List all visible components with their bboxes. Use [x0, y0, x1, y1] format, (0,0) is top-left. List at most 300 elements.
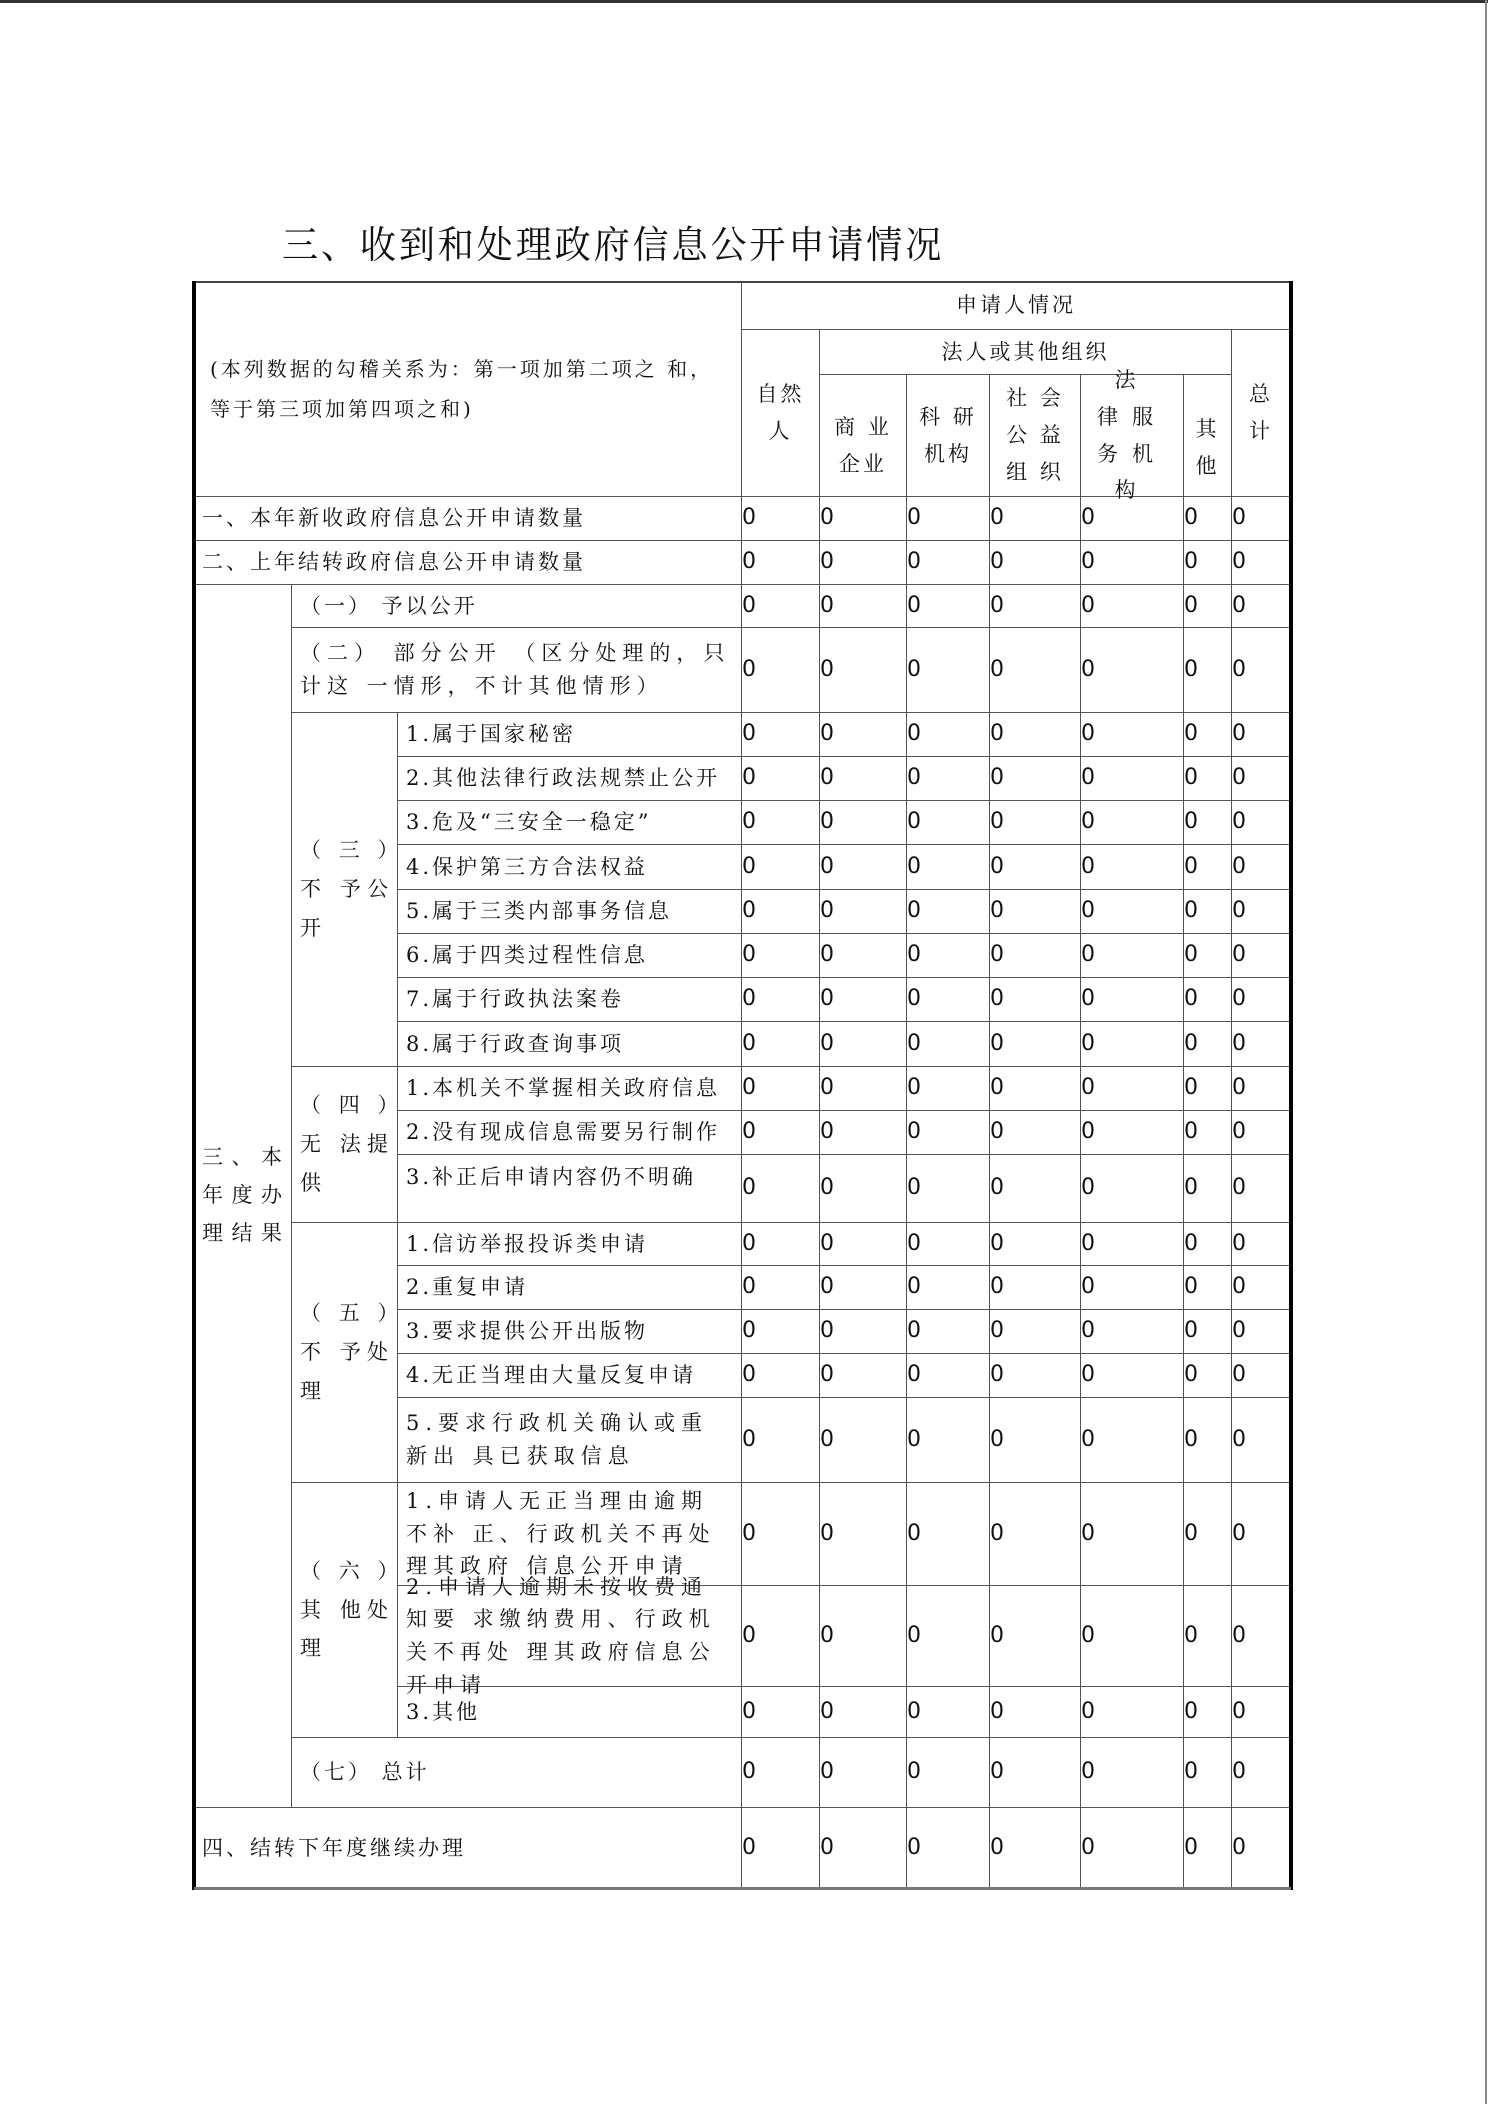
row-value	[990, 757, 1081, 801]
row-value	[820, 497, 907, 541]
row-value	[742, 585, 820, 628]
row-value-text: 0	[820, 898, 834, 924]
row-value	[990, 1586, 1081, 1687]
row-value-text: 0	[1081, 1426, 1095, 1452]
row-label	[398, 845, 742, 890]
row-value-text: 0	[907, 1175, 921, 1201]
row-value	[1232, 845, 1291, 890]
row-value-text: 0	[820, 1119, 834, 1145]
row-value-text: 0	[1081, 1274, 1095, 1300]
row-label-text: 2.其他法律行政法规禁止公开	[406, 766, 721, 791]
row-value	[1232, 801, 1291, 845]
header-note	[194, 281, 742, 497]
row-value	[1232, 978, 1291, 1022]
row-value-text: 0	[742, 1075, 756, 1101]
row-value	[1184, 713, 1232, 757]
row-label-text: 2.申请人逾期未按收费通知要 求缴纳费用、行政机关不再处 理其政府信息公开申请	[406, 1574, 716, 1697]
row-value	[1232, 1111, 1291, 1155]
row-value	[907, 1483, 990, 1586]
row-value	[907, 713, 990, 757]
row-label	[292, 1738, 742, 1808]
row-value-text: 0	[990, 1426, 1004, 1452]
header-col-commercial-enterprise	[820, 375, 907, 497]
row-value-text: 0	[820, 1030, 834, 1056]
row-value-text: 0	[820, 809, 834, 835]
row-value	[742, 801, 820, 845]
row-value	[1184, 1266, 1232, 1310]
row-value	[820, 1808, 907, 1889]
row-value-text: 0	[907, 1426, 921, 1452]
row-value	[1184, 934, 1232, 978]
row-value-text: 0	[1081, 898, 1095, 924]
row-value-text: 0	[990, 853, 1004, 879]
row-value	[1081, 890, 1184, 934]
row-value	[742, 541, 820, 585]
row-value-text: 0	[907, 505, 921, 531]
row-value	[907, 541, 990, 585]
row-label-text: 3.其他	[406, 1699, 481, 1724]
row-value-text: 0	[1184, 1119, 1198, 1145]
row-value	[1081, 1067, 1184, 1111]
header-applicant-situation-text: 申请人情况	[956, 292, 1076, 317]
row-value	[990, 978, 1081, 1022]
row-value-text: 0	[1081, 1030, 1095, 1056]
row-value	[742, 1155, 820, 1223]
row-value-text: 0	[907, 853, 921, 879]
row-value-text: 0	[1184, 1030, 1198, 1056]
row-value-text: 0	[742, 1274, 756, 1300]
row-value-text: 0	[1232, 853, 1246, 879]
row-value-text: 0	[1232, 592, 1246, 618]
row-value	[1232, 1483, 1291, 1586]
row-value-text: 0	[1081, 809, 1095, 835]
row-value	[1184, 1067, 1232, 1111]
row-value-text: 0	[742, 505, 756, 531]
section-label-annual-results-text: 三、本年度办理结果	[202, 1145, 285, 1245]
row-value	[907, 934, 990, 978]
row-value	[990, 1111, 1081, 1155]
row-value	[1232, 585, 1291, 628]
row-value	[990, 1738, 1081, 1808]
row-label-text: （二） 部分公开 （区分处理的，只计这 一情形，不计其他情形）	[300, 641, 731, 698]
row-value	[990, 713, 1081, 757]
row-value-text: 0	[820, 986, 834, 1012]
row-value	[742, 1586, 820, 1687]
row-value	[1184, 845, 1232, 890]
row-value-text: 0	[742, 1175, 756, 1201]
row-value	[907, 1398, 990, 1483]
group-label-not-disclosed	[292, 713, 398, 1067]
row-value-text: 0	[1184, 1274, 1198, 1300]
row-value	[742, 497, 820, 541]
row-value-text: 0	[742, 656, 756, 682]
row-value	[1081, 1111, 1184, 1155]
row-value-text: 0	[1081, 1520, 1095, 1546]
row-value	[820, 628, 907, 713]
row-value-text: 0	[1081, 721, 1095, 747]
row-value	[907, 1808, 990, 1889]
row-value-text: 0	[907, 1318, 921, 1344]
row-value-text: 0	[742, 1520, 756, 1546]
row-value	[742, 845, 820, 890]
row-value	[1081, 1483, 1184, 1586]
row-value	[1184, 1586, 1232, 1687]
row-label	[398, 934, 742, 978]
row-value	[1081, 713, 1184, 757]
row-value-text: 0	[1081, 505, 1095, 531]
row-value	[1081, 1738, 1184, 1808]
row-value	[1232, 757, 1291, 801]
row-value-text: 0	[1184, 549, 1198, 575]
group-label-not-processed	[292, 1223, 398, 1483]
row-label-text: 8.属于行政查询事项	[406, 1031, 625, 1056]
row-value	[1184, 890, 1232, 934]
row-value	[907, 1022, 990, 1067]
row-value-text: 0	[820, 853, 834, 879]
table-right-border	[1289, 281, 1293, 1890]
row-value	[907, 1354, 990, 1398]
row-value-text: 0	[907, 942, 921, 968]
row-value	[907, 1687, 990, 1738]
row-value-text: 0	[990, 549, 1004, 575]
row-value	[820, 585, 907, 628]
row-label-text: 5.属于三类内部事务信息	[406, 899, 673, 924]
row-value-text: 0	[1232, 1030, 1246, 1056]
row-value-text: 0	[820, 592, 834, 618]
header-applicant-situation	[742, 281, 1291, 330]
row-value-text: 0	[742, 549, 756, 575]
row-value-text: 0	[1081, 1698, 1095, 1724]
row-value-text: 0	[1232, 1426, 1246, 1452]
row-label-text: 一、本年新收政府信息公开申请数量	[202, 506, 586, 531]
row-value	[990, 1808, 1081, 1889]
group-label-other-processing-text: （ 六 ）其 他处理	[300, 1558, 391, 1661]
row-value	[1232, 628, 1291, 713]
row-label	[398, 757, 742, 801]
row-value	[907, 1111, 990, 1155]
row-value-text: 0	[1184, 942, 1198, 968]
row-value-text: 0	[1184, 853, 1198, 879]
row-label-text: 3.危及“三安全一稳定”	[406, 810, 652, 835]
row-value	[820, 1111, 907, 1155]
row-value-text: 0	[990, 1175, 1004, 1201]
row-value	[1081, 845, 1184, 890]
row-value-text: 0	[742, 809, 756, 835]
header-col-legal-service-org	[1081, 368, 1184, 503]
group-label-not-disclosed-text: （ 三 ）不 予公开	[300, 838, 391, 940]
row-value	[1232, 1022, 1291, 1067]
row-value	[1081, 541, 1184, 585]
row-value	[990, 1155, 1081, 1223]
row-value-text: 0	[990, 1030, 1004, 1056]
row-value	[820, 757, 907, 801]
row-value-text: 0	[990, 1119, 1004, 1145]
table-left-border	[192, 281, 196, 1890]
row-value	[1081, 978, 1184, 1022]
row-value-text: 0	[1081, 942, 1095, 968]
row-value	[742, 890, 820, 934]
row-value-text: 0	[1081, 1318, 1095, 1344]
row-value	[1081, 801, 1184, 845]
row-value	[990, 801, 1081, 845]
row-value-text: 0	[1232, 549, 1246, 575]
row-value-text: 0	[990, 1622, 1004, 1648]
row-value-text: 0	[1184, 986, 1198, 1012]
header-col-social-welfare-org	[990, 375, 1081, 497]
row-value	[820, 1398, 907, 1483]
header-col-commercial-enterprise-text: 商 业企业	[834, 414, 892, 476]
row-value-text: 0	[1081, 549, 1095, 575]
row-value-text: 0	[1081, 1759, 1095, 1785]
row-value	[1081, 1022, 1184, 1067]
row-value-text: 0	[907, 1075, 921, 1101]
row-value	[907, 757, 990, 801]
row-value	[742, 1067, 820, 1111]
row-value	[1184, 1398, 1232, 1483]
row-value-text: 0	[1184, 1175, 1198, 1201]
row-value	[1184, 628, 1232, 713]
row-value-text: 0	[742, 1362, 756, 1388]
row-value-text: 0	[990, 765, 1004, 791]
row-value	[742, 1223, 820, 1266]
row-value	[1232, 1223, 1291, 1266]
group-label-other-processing	[292, 1483, 398, 1738]
row-value-text: 0	[1081, 656, 1095, 682]
row-value-text: 0	[820, 1834, 834, 1860]
row-label	[194, 497, 742, 541]
row-value	[1081, 1808, 1184, 1889]
row-value-text: 0	[990, 1230, 1004, 1256]
row-value-text: 0	[1232, 1318, 1246, 1344]
row-value-text: 0	[1184, 1230, 1198, 1256]
row-value-text: 0	[1232, 898, 1246, 924]
row-label-text: 1.属于国家秘密	[406, 722, 577, 747]
row-value	[907, 497, 990, 541]
page-right-border	[1485, 0, 1487, 2104]
row-label	[398, 1354, 742, 1398]
row-label-text: （一） 予以公开	[300, 593, 478, 618]
row-value	[990, 1022, 1081, 1067]
row-value	[1081, 497, 1184, 541]
row-value	[820, 541, 907, 585]
row-value-text: 0	[1184, 1362, 1198, 1388]
row-value	[1081, 1266, 1184, 1310]
row-value-text: 0	[1081, 1622, 1095, 1648]
row-value-text: 0	[990, 592, 1004, 618]
row-value-text: 0	[742, 1698, 756, 1724]
row-value	[990, 1354, 1081, 1398]
row-value-text: 0	[820, 656, 834, 682]
row-value-text: 0	[907, 1520, 921, 1546]
row-value	[742, 934, 820, 978]
row-value-text: 0	[1232, 809, 1246, 835]
row-value-text: 0	[820, 1362, 834, 1388]
row-value	[990, 1483, 1081, 1586]
row-value-text: 0	[1081, 1119, 1095, 1145]
row-value	[1184, 1354, 1232, 1398]
row-value-text: 0	[990, 656, 1004, 682]
row-value	[990, 585, 1081, 628]
row-label	[194, 541, 742, 585]
row-value	[1184, 1738, 1232, 1808]
row-value-text: 0	[990, 1362, 1004, 1388]
row-value	[820, 801, 907, 845]
row-value	[820, 1310, 907, 1354]
header-legal-person-group-text: 法人或其他组织	[941, 339, 1110, 364]
row-value	[1232, 1687, 1291, 1738]
row-value	[1081, 1687, 1184, 1738]
row-value-text: 0	[990, 1274, 1004, 1300]
row-value	[1232, 1354, 1291, 1398]
row-label	[398, 1067, 742, 1111]
row-label	[194, 1808, 742, 1889]
row-label-text: （七） 总计	[300, 1760, 430, 1785]
row-value	[1232, 1738, 1291, 1808]
row-label-text: 7.属于行政执法案卷	[406, 987, 625, 1012]
row-value	[820, 1155, 907, 1223]
row-value	[1081, 628, 1184, 713]
row-value	[990, 541, 1081, 585]
row-value	[907, 890, 990, 934]
row-value	[1232, 541, 1291, 585]
row-label-text: 6.属于四类过程性信息	[406, 943, 649, 968]
row-value-text: 0	[990, 721, 1004, 747]
row-value-text: 0	[1081, 765, 1095, 791]
table-bottom-border	[194, 1887, 1291, 1890]
row-value-text: 0	[1232, 656, 1246, 682]
row-value-text: 0	[1081, 853, 1095, 879]
row-value	[742, 1398, 820, 1483]
row-value	[820, 978, 907, 1022]
row-value-text: 0	[907, 1230, 921, 1256]
row-value	[907, 1223, 990, 1266]
row-value-text: 0	[1184, 721, 1198, 747]
row-value	[1184, 497, 1232, 541]
row-label	[398, 1687, 742, 1738]
row-value	[990, 890, 1081, 934]
row-value	[1232, 934, 1291, 978]
row-label-text: 1.申请人无正当理由逾期不补 正、行政机关不再处理其政府 信息公开申请	[406, 1489, 716, 1579]
row-value-text: 0	[1184, 1075, 1198, 1101]
row-value-text: 0	[1184, 656, 1198, 682]
row-value-text: 0	[1184, 898, 1198, 924]
row-value-text: 0	[820, 1426, 834, 1452]
row-value-text: 0	[1184, 1834, 1198, 1860]
row-value	[742, 628, 820, 713]
row-value-text: 0	[990, 1075, 1004, 1101]
row-value-text: 0	[907, 1622, 921, 1648]
row-value	[1184, 585, 1232, 628]
row-value-text: 0	[1232, 1759, 1246, 1785]
row-value-text: 0	[1232, 505, 1246, 531]
row-value	[1232, 1266, 1291, 1310]
row-value	[742, 1354, 820, 1398]
row-value	[1184, 1155, 1232, 1223]
row-value-text: 0	[907, 986, 921, 1012]
row-value	[820, 1067, 907, 1111]
row-value	[820, 1738, 907, 1808]
row-value-text: 0	[907, 1274, 921, 1300]
row-label	[398, 1111, 742, 1155]
page-top-border	[0, 0, 1488, 3]
group-label-unable-to-provide	[292, 1067, 398, 1223]
row-value	[907, 801, 990, 845]
row-value-text: 0	[907, 1362, 921, 1388]
row-value-text: 0	[1184, 1622, 1198, 1648]
row-value-text: 0	[1232, 1362, 1246, 1388]
row-value-text: 0	[907, 809, 921, 835]
row-value	[1081, 585, 1184, 628]
row-value	[1081, 1354, 1184, 1398]
row-value-text: 0	[1232, 721, 1246, 747]
row-value	[742, 1266, 820, 1310]
row-value-text: 0	[742, 1759, 756, 1785]
row-value	[742, 1808, 820, 1889]
row-label-text: 4.保护第三方合法权益	[406, 854, 649, 879]
row-value-text: 0	[1081, 1362, 1095, 1388]
row-value	[907, 845, 990, 890]
row-value	[1184, 757, 1232, 801]
row-value	[1184, 1310, 1232, 1354]
row-value-text: 0	[1232, 1075, 1246, 1101]
row-label-text: 2.没有现成信息需要另行制作	[406, 1120, 721, 1145]
row-label-text: 1.本机关不掌握相关政府信息	[406, 1076, 721, 1101]
row-value	[990, 934, 1081, 978]
row-value-text: 0	[1232, 1834, 1246, 1860]
row-value-text: 0	[742, 942, 756, 968]
row-value	[820, 1266, 907, 1310]
table-top-border	[194, 281, 1291, 283]
row-value	[1184, 1111, 1232, 1155]
row-value-text: 0	[742, 1622, 756, 1648]
row-value	[1232, 1155, 1291, 1223]
row-value-text: 0	[742, 898, 756, 924]
row-value-text: 0	[742, 592, 756, 618]
row-value-text: 0	[1184, 1759, 1198, 1785]
header-note-text: (本列数据的勾稽关系为：第一项加第二项之 和，等于第三项加第四项之和)	[210, 356, 714, 421]
row-label	[398, 1155, 742, 1223]
row-value-text: 0	[907, 898, 921, 924]
row-value-text: 0	[820, 549, 834, 575]
row-value	[990, 1223, 1081, 1266]
row-value	[990, 1266, 1081, 1310]
row-value	[1081, 1223, 1184, 1266]
row-value-text: 0	[990, 1318, 1004, 1344]
row-value-text: 0	[820, 1274, 834, 1300]
row-value-text: 0	[1232, 986, 1246, 1012]
row-value-text: 0	[820, 765, 834, 791]
row-value	[1184, 1808, 1232, 1889]
row-value	[907, 1586, 990, 1687]
row-value	[1232, 1586, 1291, 1687]
row-label-text: 二、上年结转政府信息公开申请数量	[202, 550, 586, 575]
row-value-text: 0	[1081, 1230, 1095, 1256]
header-col-total	[1232, 330, 1291, 497]
row-value	[742, 1022, 820, 1067]
row-label	[398, 1574, 742, 1697]
row-value	[990, 1398, 1081, 1483]
row-value-text: 0	[1232, 1119, 1246, 1145]
row-value-text: 0	[742, 1030, 756, 1056]
header-col-natural-person	[742, 330, 820, 497]
row-value	[820, 1022, 907, 1067]
row-value	[990, 1310, 1081, 1354]
row-label	[398, 1022, 742, 1067]
row-value-text: 0	[1232, 1520, 1246, 1546]
row-label	[398, 978, 742, 1022]
row-label-text: 3.补正后申请内容仍不明确	[406, 1165, 697, 1189]
row-value	[1184, 541, 1232, 585]
